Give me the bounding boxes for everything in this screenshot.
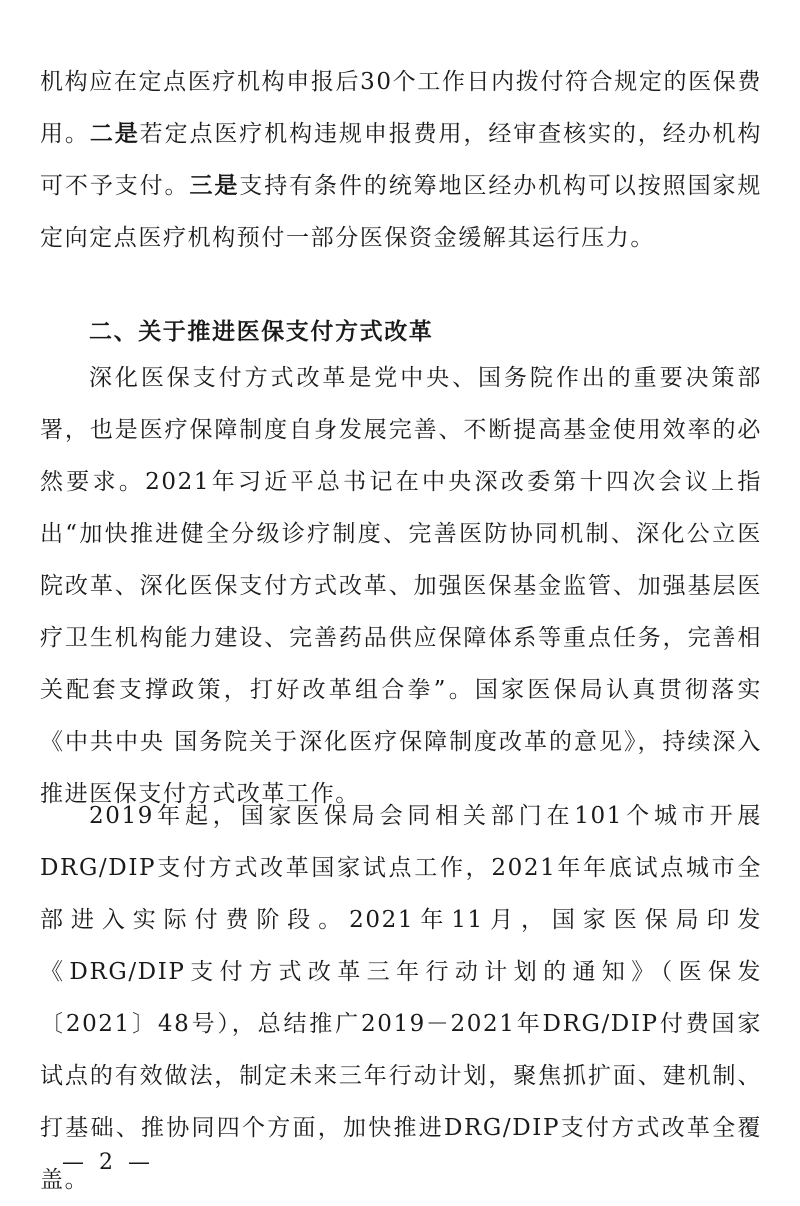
paragraph-intro <box>40 56 762 264</box>
paragraph-intro-text-1: 机构应在定点医疗机构申报后30个工作日内拨付符合规定的医保费用。 <box>40 69 762 147</box>
section-heading: 二、关于推进医保支付方式改革 <box>89 319 434 345</box>
paragraph-intro-text-3: 支持有条件的统筹地区经办机构可以按照国家规定向定点医疗机构预付一部分医保资金缓解其运行压力。 <box>40 173 763 251</box>
keyword-third: 三是 <box>189 173 240 199</box>
paragraph-reform-background: 深化医保支付方式改革是党中央、国务院作出的重要决策部署，也是医疗保障制度自身发展完善、不断提高基金使用效率的必然要求。2021年习近平总书记在中央深改委第十四次会议上指出“加快推进健全分级诊疗制度、完善医防协同机制、深化公立医院改革、深化医保支付方式改革、加强医保基金监管、加强基层医疗卫生机构能力建设、完善药品供应保障体系等重点任务，完善相关配套支撑政策，打好改革组合拳”。国家医保局认真贯彻落实《中共中央 国务院关于深化医疗保障制度改革的意见》，持续深入推进医保支付方式改革工作。 <box>40 365 762 807</box>
paragraph-intro-text-2: 若定点医疗机构违规申报费用，经审查核实的，经办机构可不予支付。 <box>40 121 763 199</box>
paragraph-drg-dip-pilot: 2019年起，国家医保局会同相关部门在101个城市开展DRG/DIP支付方式改革国家试点工作，2021年年底试点城市全部进入实际付费阶段。2021年11月，国家医保局印发《DRG/DIP支付方式改革三年行动计划的通知》（医保发〔2021〕48号），总结推广2019－2021年DRG/DIP付费国家试点的有效做法，制定未来三年行动计划，聚焦抓扩面、建机制、打基础、推协同四个方面，加快推进DRG/DIP支付方式改革全覆盖。 <box>40 803 762 1193</box>
page-number: — 2 — <box>62 1150 154 1175</box>
keyword-second: 二是 <box>89 121 140 147</box>
